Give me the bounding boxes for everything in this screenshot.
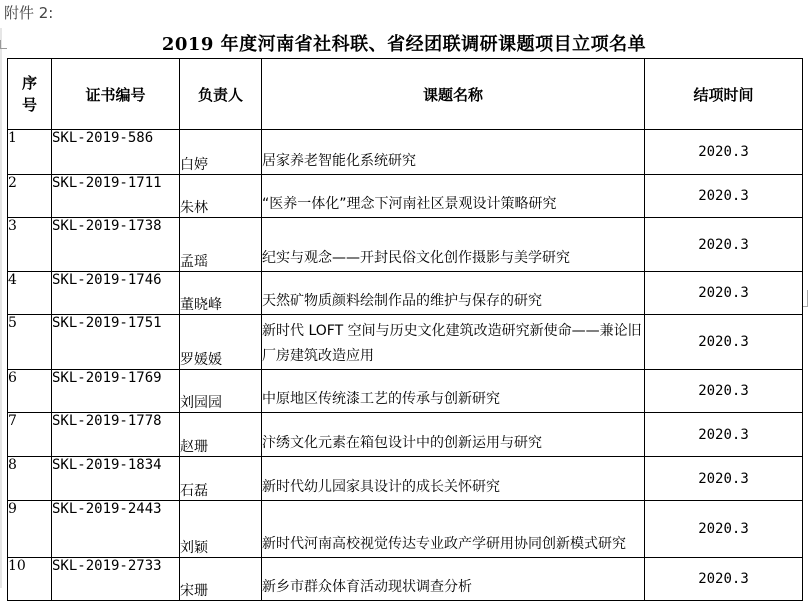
cell-serial-number: 9 <box>8 501 52 558</box>
cell-person-in-charge: 孟瑶 <box>180 218 262 272</box>
cell-certificate-number: SKL-2019-2733 <box>52 558 180 601</box>
cell-topic-name: 中原地区传统漆工艺的传承与创新研究 <box>262 370 645 413</box>
cell-topic-name: 新乡市群众体育活动现状调查分析 <box>262 558 645 601</box>
attachment-label: 附件 2: <box>4 4 54 22</box>
cell-serial-number: 7 <box>8 413 52 457</box>
cell-topic-name: 新时代 LOFT 空间与历史文化建筑改造研究新使命——兼论旧厂房建筑改造应用 <box>262 315 645 370</box>
cell-topic-name: 纪实与观念——开封民俗文化创作摄影与美学研究 <box>262 218 645 272</box>
cell-person-in-charge: 刘颖 <box>180 501 262 558</box>
cell-certificate-number: SKL-2019-1711 <box>52 175 180 218</box>
cell-topic-name: 居家养老智能化系统研究 <box>262 130 645 175</box>
table-row <box>8 272 803 315</box>
header-topic-name: 课题名称 <box>262 59 645 130</box>
cell-topic-name: 天然矿物质颜料绘制作品的维护与保存的研究 <box>262 272 645 315</box>
cell-person-in-charge: 赵珊 <box>180 413 262 457</box>
table-row <box>8 315 803 370</box>
cell-completion-time: 2020.3 <box>645 370 803 413</box>
cell-serial-number: 5 <box>8 315 52 370</box>
header-serial-line1: 序 <box>21 74 37 92</box>
cell-certificate-number: SKL-2019-1746 <box>52 272 180 315</box>
cell-completion-time: 2020.3 <box>645 315 803 370</box>
cell-person-in-charge: 罗媛媛 <box>180 315 262 370</box>
header-completion-time: 结项时间 <box>645 59 803 130</box>
cell-person-in-charge: 白婷 <box>180 130 262 175</box>
cell-completion-time: 2020.3 <box>645 558 803 601</box>
cell-completion-time: 2020.3 <box>645 501 803 558</box>
cell-completion-time: 2020.3 <box>645 175 803 218</box>
cell-completion-time: 2020.3 <box>645 218 803 272</box>
cell-person-in-charge: 朱林 <box>180 175 262 218</box>
header-serial-line2: 号 <box>21 96 37 114</box>
table-header-row <box>8 59 803 130</box>
cell-serial-number: 3 <box>8 218 52 272</box>
cell-certificate-number: SKL-2019-2443 <box>52 501 180 558</box>
cell-certificate-number: SKL-2019-1738 <box>52 218 180 272</box>
cell-person-in-charge: 刘园园 <box>180 370 262 413</box>
table-row <box>8 501 803 558</box>
table-row <box>8 413 803 457</box>
table-row <box>8 130 803 175</box>
table-row <box>8 370 803 413</box>
cell-certificate-number: SKL-2019-1769 <box>52 370 180 413</box>
project-table <box>7 58 803 601</box>
cell-topic-name: 汴绣文化元素在箱包设计中的创新运用与研究 <box>262 413 645 457</box>
cell-serial-number: 2 <box>8 175 52 218</box>
table-row <box>8 558 803 601</box>
cell-serial-number: 8 <box>8 457 52 501</box>
document-title: 2019 年度河南省社科联、省经团联调研课题项目立项名单 <box>161 34 647 55</box>
cell-completion-time: 2020.3 <box>645 272 803 315</box>
cell-certificate-number: SKL-2019-1834 <box>52 457 180 501</box>
table-row <box>8 457 803 501</box>
cell-person-in-charge: 董晓峰 <box>180 272 262 315</box>
table-row <box>8 175 803 218</box>
table-row <box>8 218 803 272</box>
header-serial-number <box>8 59 52 130</box>
cell-completion-time: 2020.3 <box>645 130 803 175</box>
cell-certificate-number: SKL-2019-586 <box>52 130 180 175</box>
cell-topic-name: 新时代幼儿园家具设计的成长关怀研究 <box>262 457 645 501</box>
header-certificate-number: 证书编号 <box>52 59 180 130</box>
cell-serial-number: 6 <box>8 370 52 413</box>
cell-topic-name: “医养一体化”理念下河南社区景观设计策略研究 <box>262 175 645 218</box>
cell-person-in-charge: 宋珊 <box>180 558 262 601</box>
cell-serial-number: 4 <box>8 272 52 315</box>
cell-certificate-number: SKL-2019-1778 <box>52 413 180 457</box>
cell-topic-name: 新时代河南高校视觉传达专业政产学研用协同创新模式研究 <box>262 501 645 558</box>
cell-serial-number: 10 <box>8 558 52 601</box>
cell-person-in-charge: 石磊 <box>180 457 262 501</box>
cell-completion-time: 2020.3 <box>645 457 803 501</box>
cell-serial-number: 1 <box>8 130 52 175</box>
cell-certificate-number: SKL-2019-1751 <box>52 315 180 370</box>
header-person-in-charge: 负责人 <box>180 59 262 130</box>
page-margin-rule <box>0 28 2 588</box>
cell-completion-time: 2020.3 <box>645 413 803 457</box>
